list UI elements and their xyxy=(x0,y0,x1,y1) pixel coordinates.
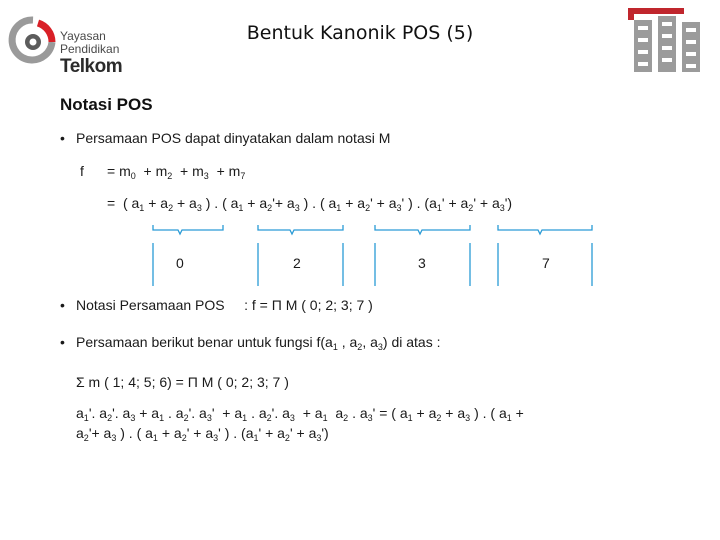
logo-line-3: Telkom xyxy=(60,56,123,77)
brace-maxterm-7 xyxy=(498,225,592,234)
bullet-notasi-pos xyxy=(76,297,373,313)
bullet-text: Notasi Persamaan POS : f = Π M ( 0; 2; 3; 7 ) xyxy=(76,297,373,313)
minterm-equation: = $m_0 + m_2 + m_3 + m_7$ xyxy=(107,163,246,181)
maxterm-index-2: 2 xyxy=(293,255,301,271)
identity-line-3: $a_2'+ a_3$ ) . ( $a_1 + a_2' + a_3'$ ) . $(a_1' + a_2' + a_3')$ xyxy=(76,425,329,443)
brace-maxterm-2 xyxy=(258,225,343,234)
maxterm-index-3: 3 xyxy=(418,255,426,271)
slide-title: Bentuk Kanonik POS (5) xyxy=(246,22,474,44)
f-label: f xyxy=(80,163,84,179)
identity-line-1: Σ m ( 1; 4; 5; 6) = Π M ( 0; 2; 3; 7 ) xyxy=(76,374,289,390)
logo-line-1: Yayasan xyxy=(60,29,106,43)
bullet-text: Persamaan berikut benar untuk fungsi $f(a_1$ , $a_2$, $a_3$) di atas : xyxy=(76,334,441,352)
section-title: Notasi POS xyxy=(60,95,153,114)
logo-line-2: Pendidikan xyxy=(60,42,120,56)
brace-maxterm-3 xyxy=(375,225,470,234)
identity-line-2: $a_1'$. $a_2'$. $a_3 + a_1$ . $a_2'$. $a_3' + a_1$ . $a_2'$. $a_3 + a_1$ $a_2$ . $a_3'$ = ( $a_1 + a_2 + a_3$ ) . ( $a_1$ + xyxy=(76,405,524,423)
maxterm-equation: = ( $a_1 + a_2 + a_3$ ) . ( $a_1 + a_2'+ a_3$ ) . ( $a_1 + a_2' + a_3'$ ) . $(a_1' + a_2' + a_3')$ xyxy=(107,195,513,213)
maxterm-index-0: 0 xyxy=(176,255,184,271)
brace-maxterm-0 xyxy=(153,225,223,234)
bullet-text: Persamaan POS dapat dinyatakan dalam notasi M xyxy=(76,130,391,146)
bullet-persamaan-benar xyxy=(76,334,441,352)
maxterm-index-7: 7 xyxy=(542,255,550,271)
